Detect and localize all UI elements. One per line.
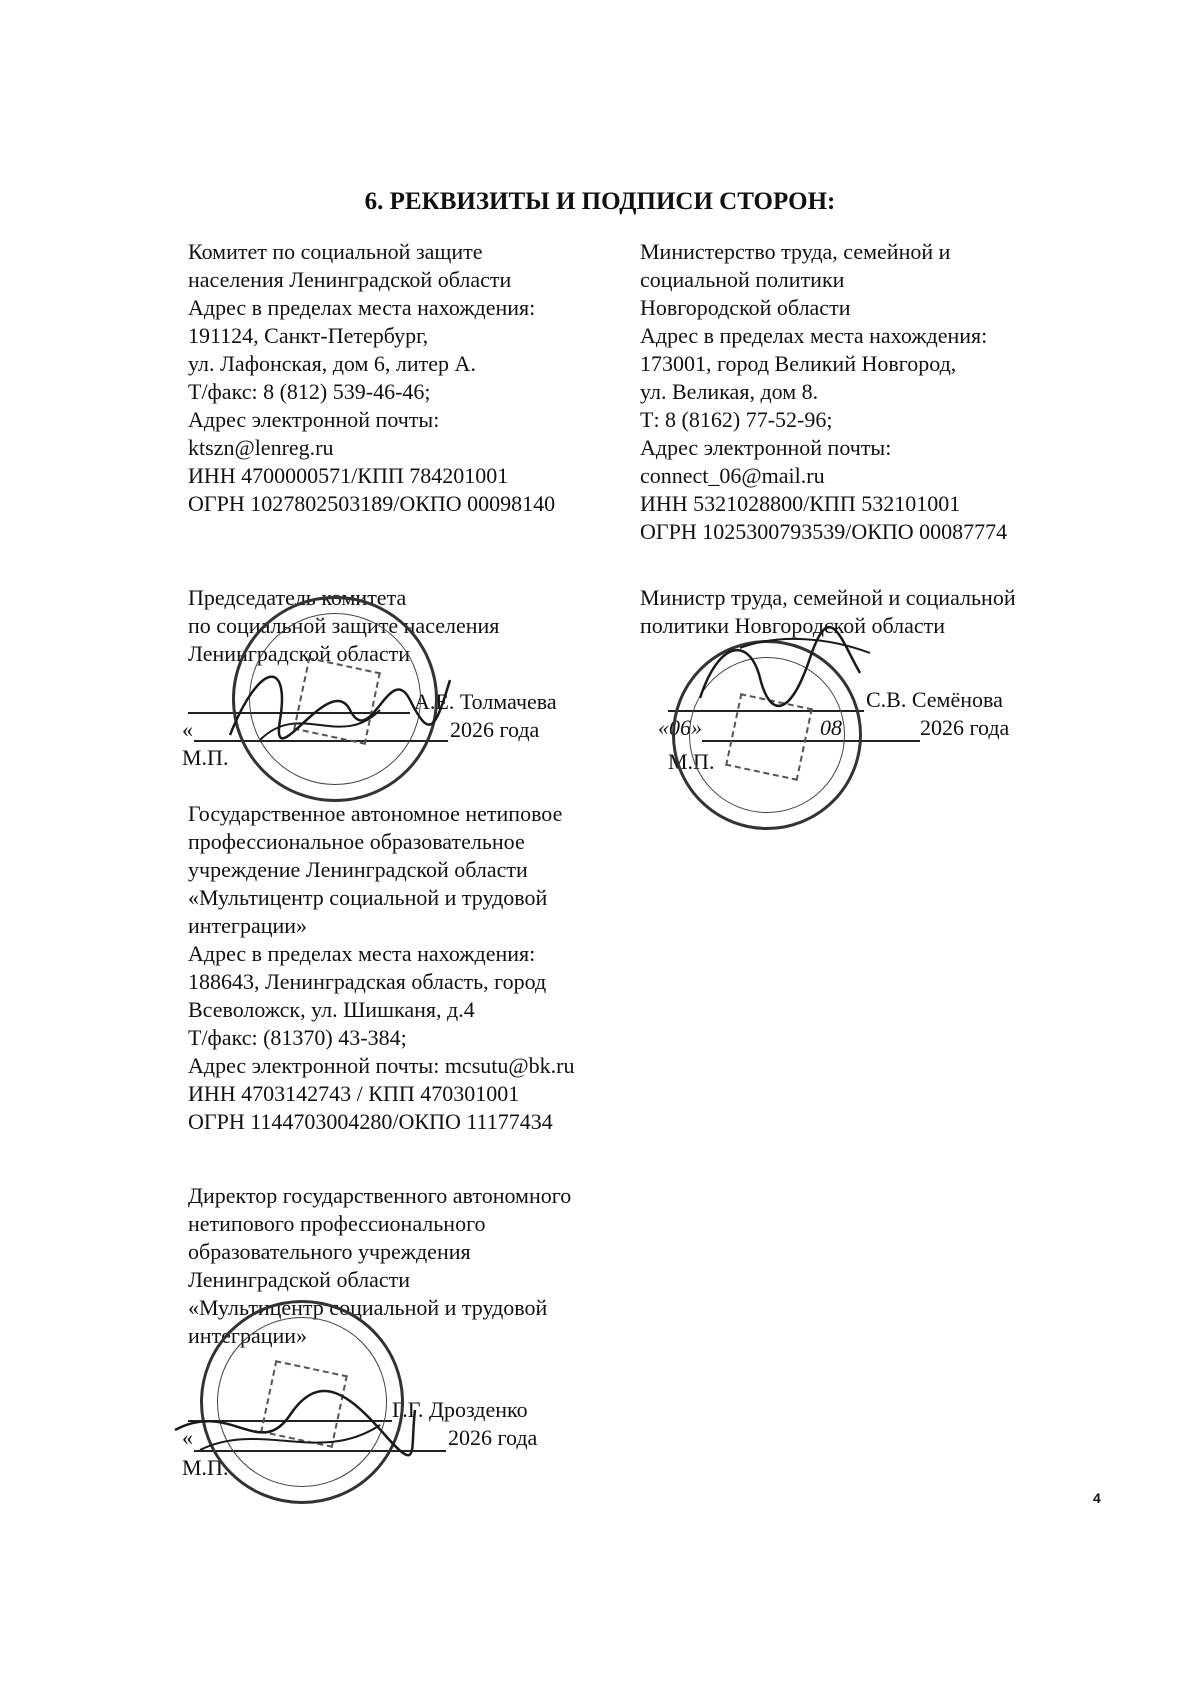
requisite-line: профессиональное образовательное bbox=[188, 829, 525, 854]
party1-date-open: « bbox=[182, 717, 193, 742]
party3-signature-icon bbox=[170, 1380, 420, 1470]
signatory-line: политики Новгородской области bbox=[640, 613, 946, 638]
requisite-line: Адрес электронной почты: bbox=[640, 435, 892, 460]
requisite-line: Т/факс: (81370) 43-384; bbox=[188, 1025, 407, 1050]
requisite-line: Т/факс: 8 (812) 539-46-46; bbox=[188, 379, 431, 404]
signatory-line: по социальной защите населения bbox=[188, 613, 500, 638]
party2-signer-name: С.В. Семёнова bbox=[866, 687, 1003, 712]
signatory-line: интеграции» bbox=[188, 1323, 308, 1348]
requisite-line: ул. Лафонская, дом 6, литер А. bbox=[188, 351, 476, 376]
requisite-line: Адрес в пределах места нахождения: bbox=[640, 323, 988, 348]
signatory-line: Ленинградской области bbox=[188, 641, 410, 666]
section-title: 6. РЕКВИЗИТЫ И ПОДПИСИ СТОРОН: bbox=[364, 188, 836, 215]
requisite-line: ОГРН 1025300793539/ОКПО 00087774 bbox=[640, 519, 1008, 544]
requisite-line: connect_06@mail.ru bbox=[640, 463, 825, 488]
party2-date-day: «06» bbox=[658, 715, 702, 740]
party2-requisites bbox=[640, 238, 1007, 546]
party1-date-year: 2026 года bbox=[450, 717, 540, 742]
requisite-line: Комитет по социальной защите bbox=[188, 239, 483, 264]
requisite-line: Адрес в пределах места нахождения: bbox=[188, 295, 536, 320]
signatory-line: Министр труда, семейной и социальной bbox=[640, 585, 1016, 610]
party1-signature-icon bbox=[220, 640, 460, 760]
signatory-line: нетипового профессионального bbox=[188, 1211, 486, 1236]
requisite-line: населения Ленинградской области bbox=[188, 267, 512, 292]
party2-date-year: 2026 года bbox=[920, 715, 1010, 740]
requisite-line: Адрес электронной почты: bbox=[188, 407, 440, 432]
page-number: 4 bbox=[1093, 1490, 1101, 1506]
requisite-line: ИНН 4700000571/КПП 784201001 bbox=[188, 463, 509, 488]
requisite-line: учреждение Ленинградской области bbox=[188, 857, 528, 882]
signatory-line: образовательного учреждения bbox=[188, 1239, 471, 1264]
requisite-line: Т: 8 (8162) 77-52-96; bbox=[640, 407, 833, 432]
party3-seal-mark: М.П. bbox=[182, 1455, 229, 1480]
signatory-line: Председатель комитета bbox=[188, 585, 407, 610]
requisite-line: ОГРН 1027802503189/ОКПО 00098140 bbox=[188, 491, 556, 516]
party2-seal-mark: М.П. bbox=[668, 749, 715, 774]
requisite-line: Государственное автономное нетиповое bbox=[188, 801, 563, 826]
party3-date-year: 2026 года bbox=[448, 1425, 538, 1450]
requisite-line: 173001, город Великий Новгород, bbox=[640, 351, 957, 376]
requisite-line: ktszn@lenreg.ru bbox=[188, 435, 334, 460]
requisite-line: интеграции» bbox=[188, 913, 308, 938]
party3-signer-name: Г.Г. Дрозденко bbox=[392, 1397, 528, 1422]
requisite-line: ИНН 5321028800/КПП 532101001 bbox=[640, 491, 961, 516]
signatory-line: «Мультицентр социальной и трудовой bbox=[188, 1295, 548, 1320]
signatory-line: Ленинградской области bbox=[188, 1267, 410, 1292]
requisite-line: ИНН 4703142743 / КПП 470301001 bbox=[188, 1081, 520, 1106]
party1-seal-mark: М.П. bbox=[182, 745, 229, 770]
requisite-line: социальной политики bbox=[640, 267, 845, 292]
requisite-line: «Мультицентр социальной и трудовой bbox=[188, 885, 548, 910]
requisite-line: Новгородской области bbox=[640, 295, 851, 320]
signatory-line: Директор государственного автономного bbox=[188, 1183, 572, 1208]
requisite-line: 191124, Санкт-Петербург, bbox=[188, 323, 429, 348]
requisite-line: ОГРН 1144703004280/ОКПО 11177434 bbox=[188, 1109, 553, 1134]
requisite-line: ул. Великая, дом 8. bbox=[640, 379, 819, 404]
party2-date-month: 08 bbox=[820, 715, 842, 740]
party1-requisites bbox=[188, 238, 555, 518]
party2-signature-icon bbox=[690, 628, 880, 728]
requisite-line: Министерство труда, семейной и bbox=[640, 239, 951, 264]
party3-requisites bbox=[188, 800, 574, 1136]
party3-date-open: « bbox=[182, 1425, 193, 1450]
requisite-line: Адрес электронной почты: mcsutu@bk.ru bbox=[188, 1053, 575, 1078]
party1-signer-name: А.Е. Толмачева bbox=[414, 689, 557, 714]
requisite-line: Адрес в пределах места нахождения: bbox=[188, 941, 536, 966]
requisite-line: Всеволожск, ул. Шишканя, д.4 bbox=[188, 997, 475, 1022]
requisite-line: 188643, Ленинградская область, город bbox=[188, 969, 547, 994]
